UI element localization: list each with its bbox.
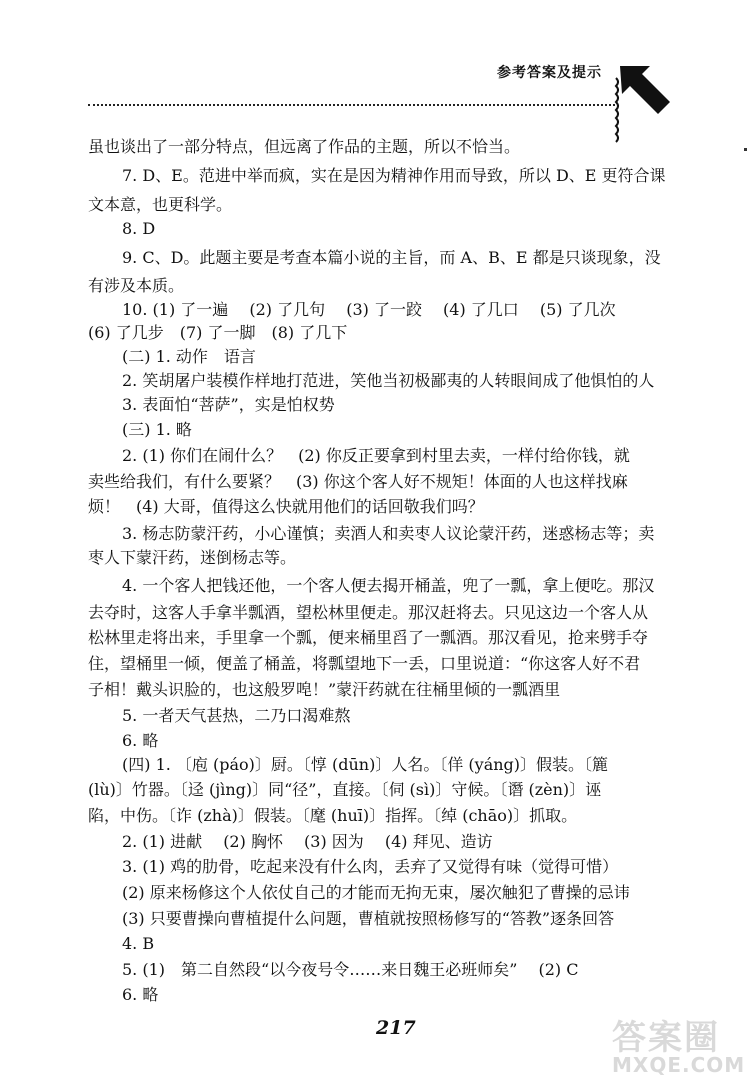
text-line: 3. 杨志防蒙汗药，小心谨慎；卖酒人和卖枣人议论蒙汗药，迷惑杨志等；卖: [122, 524, 655, 543]
text-line: 7. D、E。范进中举而疯，实在是因为精神作用而导致，所以 D、E 更符合课: [122, 166, 666, 185]
page-number: 217: [376, 1017, 416, 1039]
text-line: 8. D: [122, 219, 156, 238]
text-line: 2. (1) 你们在闹什么？ (2) 你反正要拿到村里去卖，一样付给你钱，就: [122, 446, 630, 465]
text-line: 松林里走将出来，手里拿一个瓢，便来桶里舀了一瓢酒。那汉看见，抢来劈手夺: [88, 628, 649, 647]
watermark-cn: 答案圈: [612, 1018, 720, 1058]
text-line: 陷，中伤。〔诈 (zhà)〕假装。〔麾 (huī)〕指挥。〔绰 (chāo)〕抓取。: [88, 806, 578, 825]
text-line: 文本意，也更科学。: [88, 195, 233, 214]
text-line: 2. 笑胡屠户装模作样地打范进，笑他当初极鄙夷的人转眼间成了他惧怕的人: [122, 371, 655, 390]
text-line: (6) 了几步 (7) 了一脚 (8) 了几下: [88, 323, 348, 342]
text-line: 2. (1) 进献 (2) 胸怀 (3) 因为 (4) 拜见、造访: [122, 832, 493, 851]
watermark-en: MXQE.COM: [612, 1053, 746, 1077]
text-line: (四) 1. 〔庖 (páo)〕厨。〔惇 (dūn)〕人名。〔佯 (yáng)〕假装。〔簏: [122, 755, 609, 774]
text-line: 5. (1) 第二自然段“以今夜号令……来日魏王必班师矣” (2) C: [122, 960, 579, 979]
text-line: 枣人下蒙汗药，迷倒杨志等。: [88, 548, 297, 567]
text-line: 3. (1) 鸡的肋骨，吃起来没有什么肉，丢弃了又觉得有味（觉得可惜）: [122, 857, 619, 876]
text-line: 6. 略: [122, 985, 159, 1004]
text-line: 3. 表面怕“菩萨”，实是怕权势: [122, 395, 335, 414]
text-line: (lù)〕竹器。〔迳 (jìng)〕同“径”，直接。〔伺 (sì)〕守候。〔谮 (zèn)〕诬: [88, 780, 602, 799]
watermark-logo: [612, 1010, 745, 1077]
text-line: (三) 1. 略: [122, 420, 192, 439]
text-line: 6. 略: [122, 731, 159, 750]
text-line: (二) 1. 动作 语言: [122, 347, 256, 366]
text-line: 4. 一个客人把钱还他，一个客人便去揭开桶盖，兜了一瓢，拿上便吃。那汉: [122, 576, 655, 595]
text-line: 10. (1) 了一遍 (2) 了几句 (3) 了一跤 (4) 了几口 (5) 了几次: [122, 300, 616, 319]
text-line: 4. B: [122, 934, 155, 953]
text-line: 有涉及本质。: [88, 276, 185, 295]
text-line: (2) 原来杨修这个人依仗自己的才能而无拘无束，屡次触犯了曹操的忌讳: [122, 883, 630, 902]
text-line: (3) 只要曹操向曹植提什么问题，曹植就按照杨修写的“答教”逐条回答: [122, 909, 615, 928]
text-line: 住，望桶里一倾，便盖了桶盖，将瓢望地下一丢，口里说道：“你这客人好不君: [88, 654, 641, 673]
text-line: 去夺时，这客人手拿半瓢酒，望松林里便走。那汉赶将去。只见这边一个客人从: [88, 603, 649, 622]
header-title: 参考答案及提示: [497, 65, 602, 81]
text-line: 烦！ (4) 大哥，值得这么快就用他们的话回敬我们吗？: [88, 497, 484, 516]
text-line: 卖些给我们，有什么要紧？ (3) 你这个客人好不规矩！体面的人也这样找麻: [88, 472, 628, 491]
text-line: 虽也谈出了一部分特点，但远离了作品的主题，所以不恰当。: [88, 137, 521, 156]
text-line: 5. 一者天气甚热，二乃口渴难熬: [122, 706, 351, 725]
text-line: 子相！戴头识脸的，也这般罗唣！”蒙汗药就在往桶里倾的一瓢酒里: [88, 680, 561, 699]
text-line: 9. C、D。此题主要是考查本篇小说的主旨，而 A、B、E 都是只谈现象，没: [122, 248, 661, 267]
